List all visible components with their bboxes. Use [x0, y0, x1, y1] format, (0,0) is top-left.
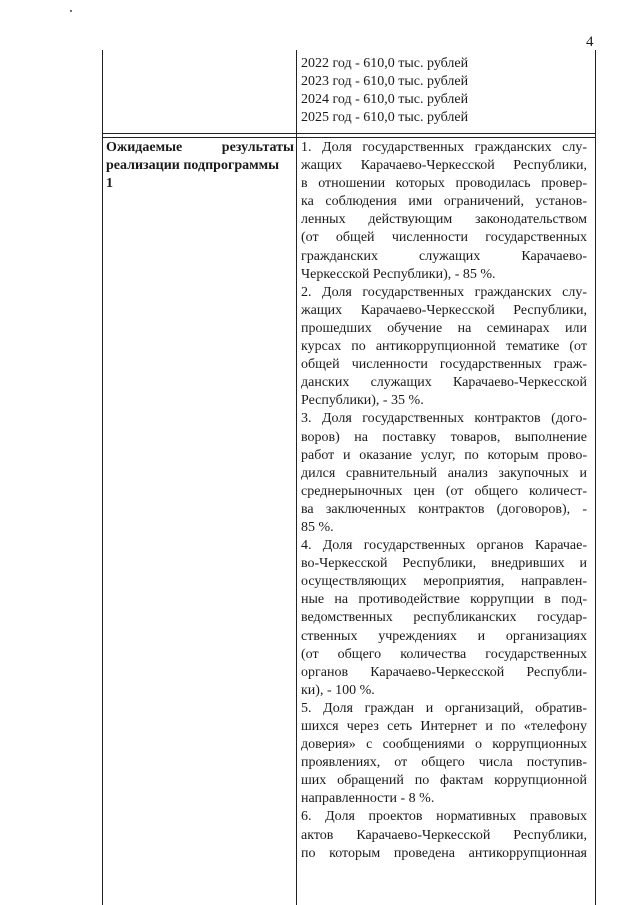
- text-line: ведомственных республиканских государ-: [301, 610, 587, 626]
- text-line: 3. Доля государственных контрактов (дого-: [301, 411, 587, 427]
- text-line: Черкесской Республики), - 85 %.: [301, 266, 496, 282]
- text-line: ших обращений по фактам коррупционной: [301, 773, 587, 789]
- text-line: гражданских служащих Карачаево-: [301, 248, 587, 264]
- text-line: 6. Доля проектов нормативных правовых: [301, 809, 587, 825]
- text-line: актов Карачаево-Черкесской Республики,: [301, 827, 587, 843]
- text-line: ленных действующим законодательством: [301, 212, 587, 228]
- row-label-line: 1: [106, 176, 113, 192]
- text-line: Республики), - 35 %.: [301, 393, 424, 409]
- row-divider: [103, 133, 595, 134]
- text-line: 85 %.: [301, 519, 334, 535]
- text-line: 4. Доля государственных органов Карачае-: [301, 538, 587, 554]
- text-line: курсах по антикоррупционной тематике (от: [301, 339, 587, 355]
- program-table: [102, 50, 596, 905]
- text-line: жащих Карачаево-Черкесской Республики,: [301, 302, 587, 318]
- text-line: данских служащих Карачаево-Черкесской: [301, 375, 587, 391]
- text-line: жащих Карачаево-Черкесской Республики,: [301, 158, 587, 174]
- text-line: осуществляющих мероприятия, направлен-: [301, 574, 587, 590]
- expected-results-text: [301, 139, 587, 863]
- text-line: направленности - 8 %.: [301, 791, 435, 807]
- text-line: органов Карачаево-Черкесской Республи-: [301, 664, 587, 680]
- row-divider-double: [103, 137, 595, 138]
- row-label-line: Ожидаемые результаты: [106, 140, 294, 155]
- text-line: работ и оказание услуг, по которым прово-: [301, 447, 587, 463]
- funding-line: 2025 год - 610,0 тыс. рублей: [301, 110, 469, 125]
- text-line: ные на противодействие коррупции в под-: [301, 592, 587, 608]
- text-line: 2. Доля государственных гражданских слу-: [301, 284, 587, 300]
- text-line: среднерыночных цен (от общего количест-: [301, 483, 587, 499]
- funding-line: 2024 год - 610,0 тыс. рублей: [301, 92, 469, 107]
- text-line: ва заключенных контрактов (договоров), -: [301, 501, 587, 517]
- text-line: воров) на поставку товаров, выполнение: [301, 429, 587, 445]
- page-number: 4: [586, 34, 594, 50]
- text-line: ственных учреждениях и организациях: [301, 628, 587, 644]
- text-line: доверия» с сообщениями о коррупционных: [301, 737, 587, 753]
- funding-line: 2022 год - 610,0 тыс. рублей: [301, 56, 469, 71]
- text-line: (от общей численности государственных: [301, 230, 587, 246]
- row-label-line: реализации подпрограммы: [106, 158, 280, 174]
- column-divider: [296, 50, 297, 905]
- text-line: по которым проведена антикоррупционная: [301, 845, 587, 861]
- text-line: ки), - 100 %.: [301, 682, 375, 698]
- funding-line: 2023 год - 610,0 тыс. рублей: [301, 74, 469, 89]
- row-label-expected-results: [106, 139, 294, 193]
- funding-by-year: [301, 55, 586, 127]
- scan-speck: [70, 10, 72, 12]
- text-line: (от общего количества государственных: [301, 646, 587, 662]
- text-line: во-Черкесской Республики, внедривших и: [301, 556, 587, 572]
- text-line: шихся через сеть Интернет и по «телефону: [301, 719, 587, 734]
- text-line: общей численности государственных граж-: [301, 357, 587, 373]
- text-line: 1. Доля государственных гражданских слу-: [301, 140, 587, 155]
- text-line: в отношении которых проводилась провер-: [301, 176, 587, 192]
- text-line: дился сравнительный анализ закупочных и: [301, 465, 587, 481]
- text-line: проявлениях, от общего числа поступив-: [301, 755, 587, 771]
- text-line: ка соблюдения ими ограничений, установ-: [301, 194, 587, 210]
- text-line: 5. Доля граждан и организаций, обратив-: [301, 700, 587, 716]
- text-line: прошедших обучение на семинарах или: [301, 320, 587, 336]
